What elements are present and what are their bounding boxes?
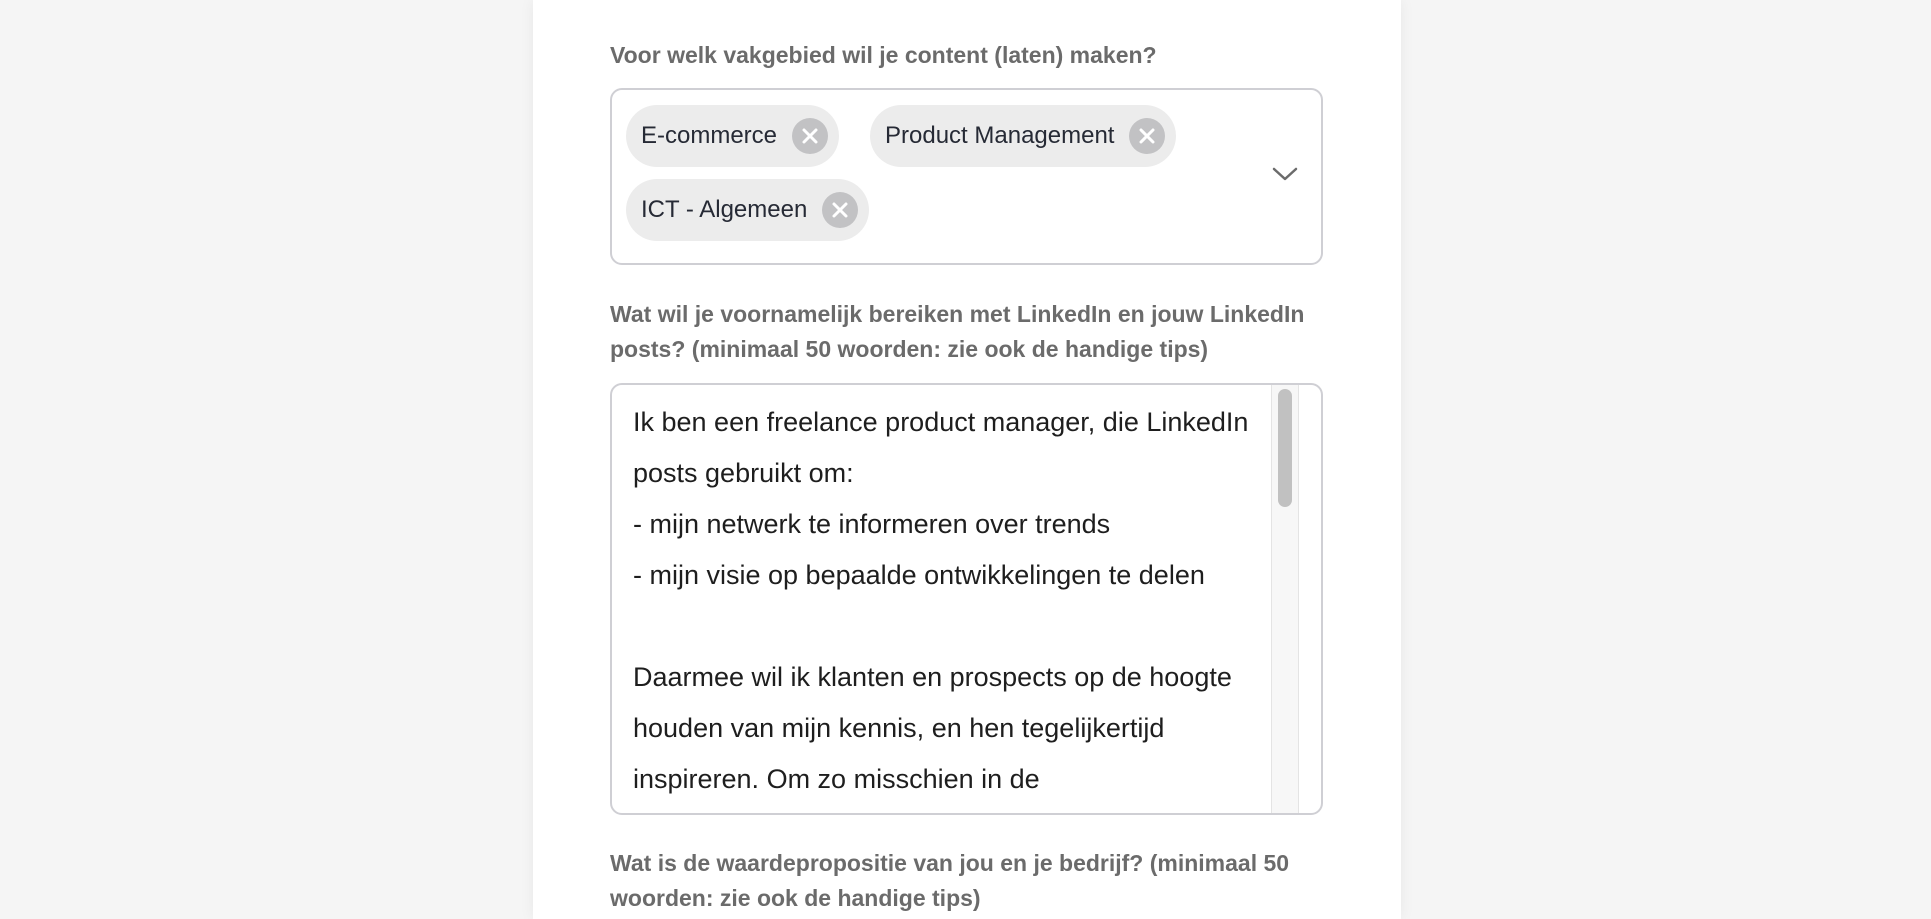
doel-textarea-value[interactable]: Ik ben een freelance product manager, die LinkedIn posts gebruikt om: - mijn netwerk te informeren over trends - mijn visie op bepaalde ontwikkelingen te delen Daarmee wil ik klanten en prospects op de hoogte houden van mijn kennis, en hen tegelijkertijd inspireren. Om zo misschien in de [633,407,1249,794]
tag-label: ICT - Algemeen [641,196,808,223]
remove-tag-icon[interactable] [792,118,828,154]
tag-ict-algemeen [626,179,869,241]
chevron-down-icon[interactable] [1271,164,1299,184]
tag-label: E-commerce [641,122,778,149]
doel-label: Wat wil je voornamelijk bereiken met LinkedIn en jouw LinkedIn posts? (minimaal 50 woorden: zie ook de handige tips) [610,301,1305,362]
scrollbar-thumb[interactable] [1278,389,1292,507]
vakgebied-label: Voor welk vakgebied wil je content (laten) maken? [610,42,1157,68]
remove-tag-icon[interactable] [1129,118,1165,154]
remove-tag-icon[interactable] [822,192,858,228]
doel-textarea[interactable] [610,383,1323,815]
vakgebied-multiselect[interactable] [610,88,1323,265]
tag-e-commerce [626,105,839,167]
form-card [533,0,1401,919]
tag-label: Product Management [885,122,1115,149]
textarea-scrollbar[interactable] [1271,385,1299,813]
tag-product-management [870,105,1176,167]
waardepropositie-label: Wat is de waardepropositie van jou en je bedrijf? (minimaal 50 woorden: zie ook de handige tips) [610,850,1290,911]
